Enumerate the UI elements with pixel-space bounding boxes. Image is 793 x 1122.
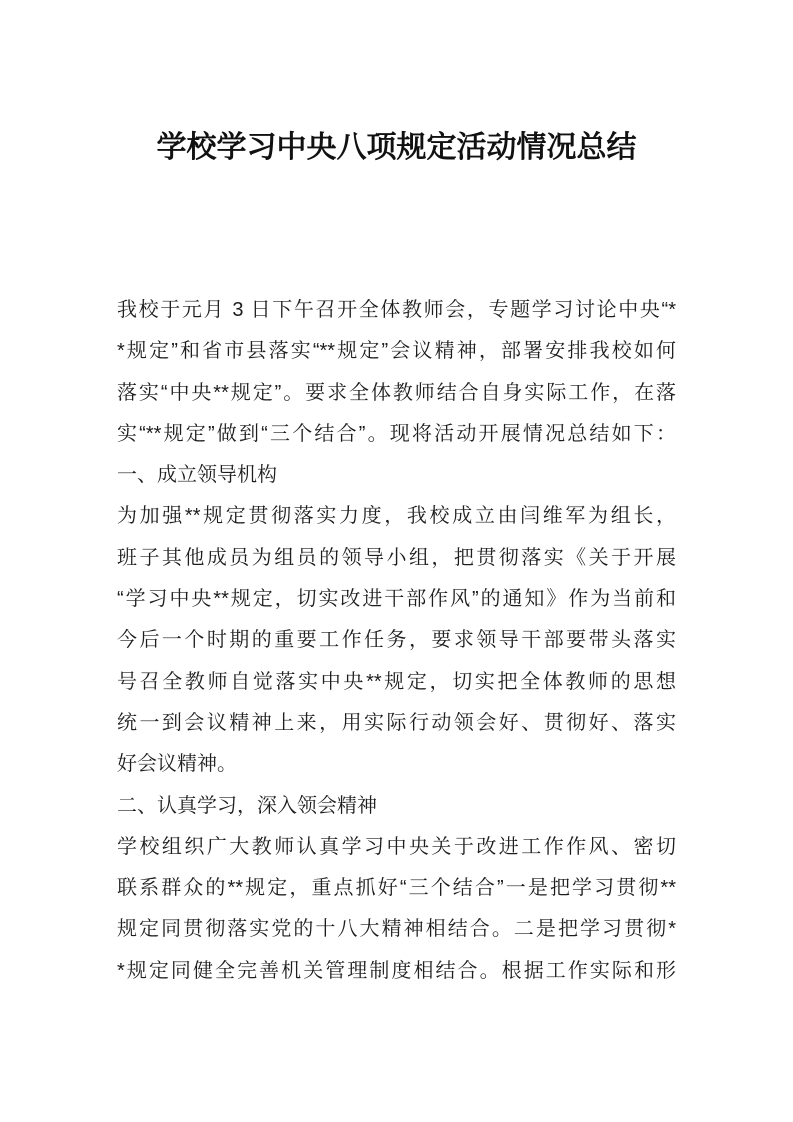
body-line: 实“**规定”做到“三个结合”。现将活动开展情况总结如下： [117,422,676,445]
body-line: 规定同贯彻落实党的十八大精神相结合。二是把学习贯彻* [117,918,676,941]
document-body [117,290,676,992]
body-line: 学校组织广大教师认真学习中央关于改进工作作风、密切 [117,835,676,858]
body-line: 我校于元月 3 日下午召开全体教师会，专题学习讨论中央“* [117,299,676,321]
body-line: 今后一个时期的重要工作任务，要求领导干部要带头落实 [117,629,676,652]
body-line: 为加强**规定贯彻落实力度，我校成立由闫维军为组长， [117,505,676,528]
body-line: 好会议精神。 [117,753,237,776]
body-line: *规定同健全完善机关管理制度相结合。根据工作实际和形 [117,959,676,982]
body-line: 统一到会议精神上来，用实际行动领会好、贯彻好、落实 [117,711,676,734]
body-line: 联系群众的**规定，重点抓好“三个结合”一是把学习贯彻** [117,877,676,900]
section-heading: 二、认真学习，深入领会精神 [117,794,377,817]
body-line: 号召全教师自觉落实中央**规定，切实把全体教师的思想 [117,670,676,693]
body-line: 落实“中央**规定”。要求全体教师结合自身实际工作，在落 [117,381,676,404]
body-line: 班子其他成员为组员的领导小组，把贯彻落实《关于开展 [117,546,676,569]
document-title: 学校学习中央八项规定活动情况总结 [156,131,637,164]
body-line: “学习中央**规定，切实改进干部作风”的通知》作为当前和 [117,588,676,611]
section-heading: 一、成立领导机构 [117,464,277,487]
body-line: *规定”和省市县落实“**规定”会议精神，部署安排我校如何 [117,340,676,363]
